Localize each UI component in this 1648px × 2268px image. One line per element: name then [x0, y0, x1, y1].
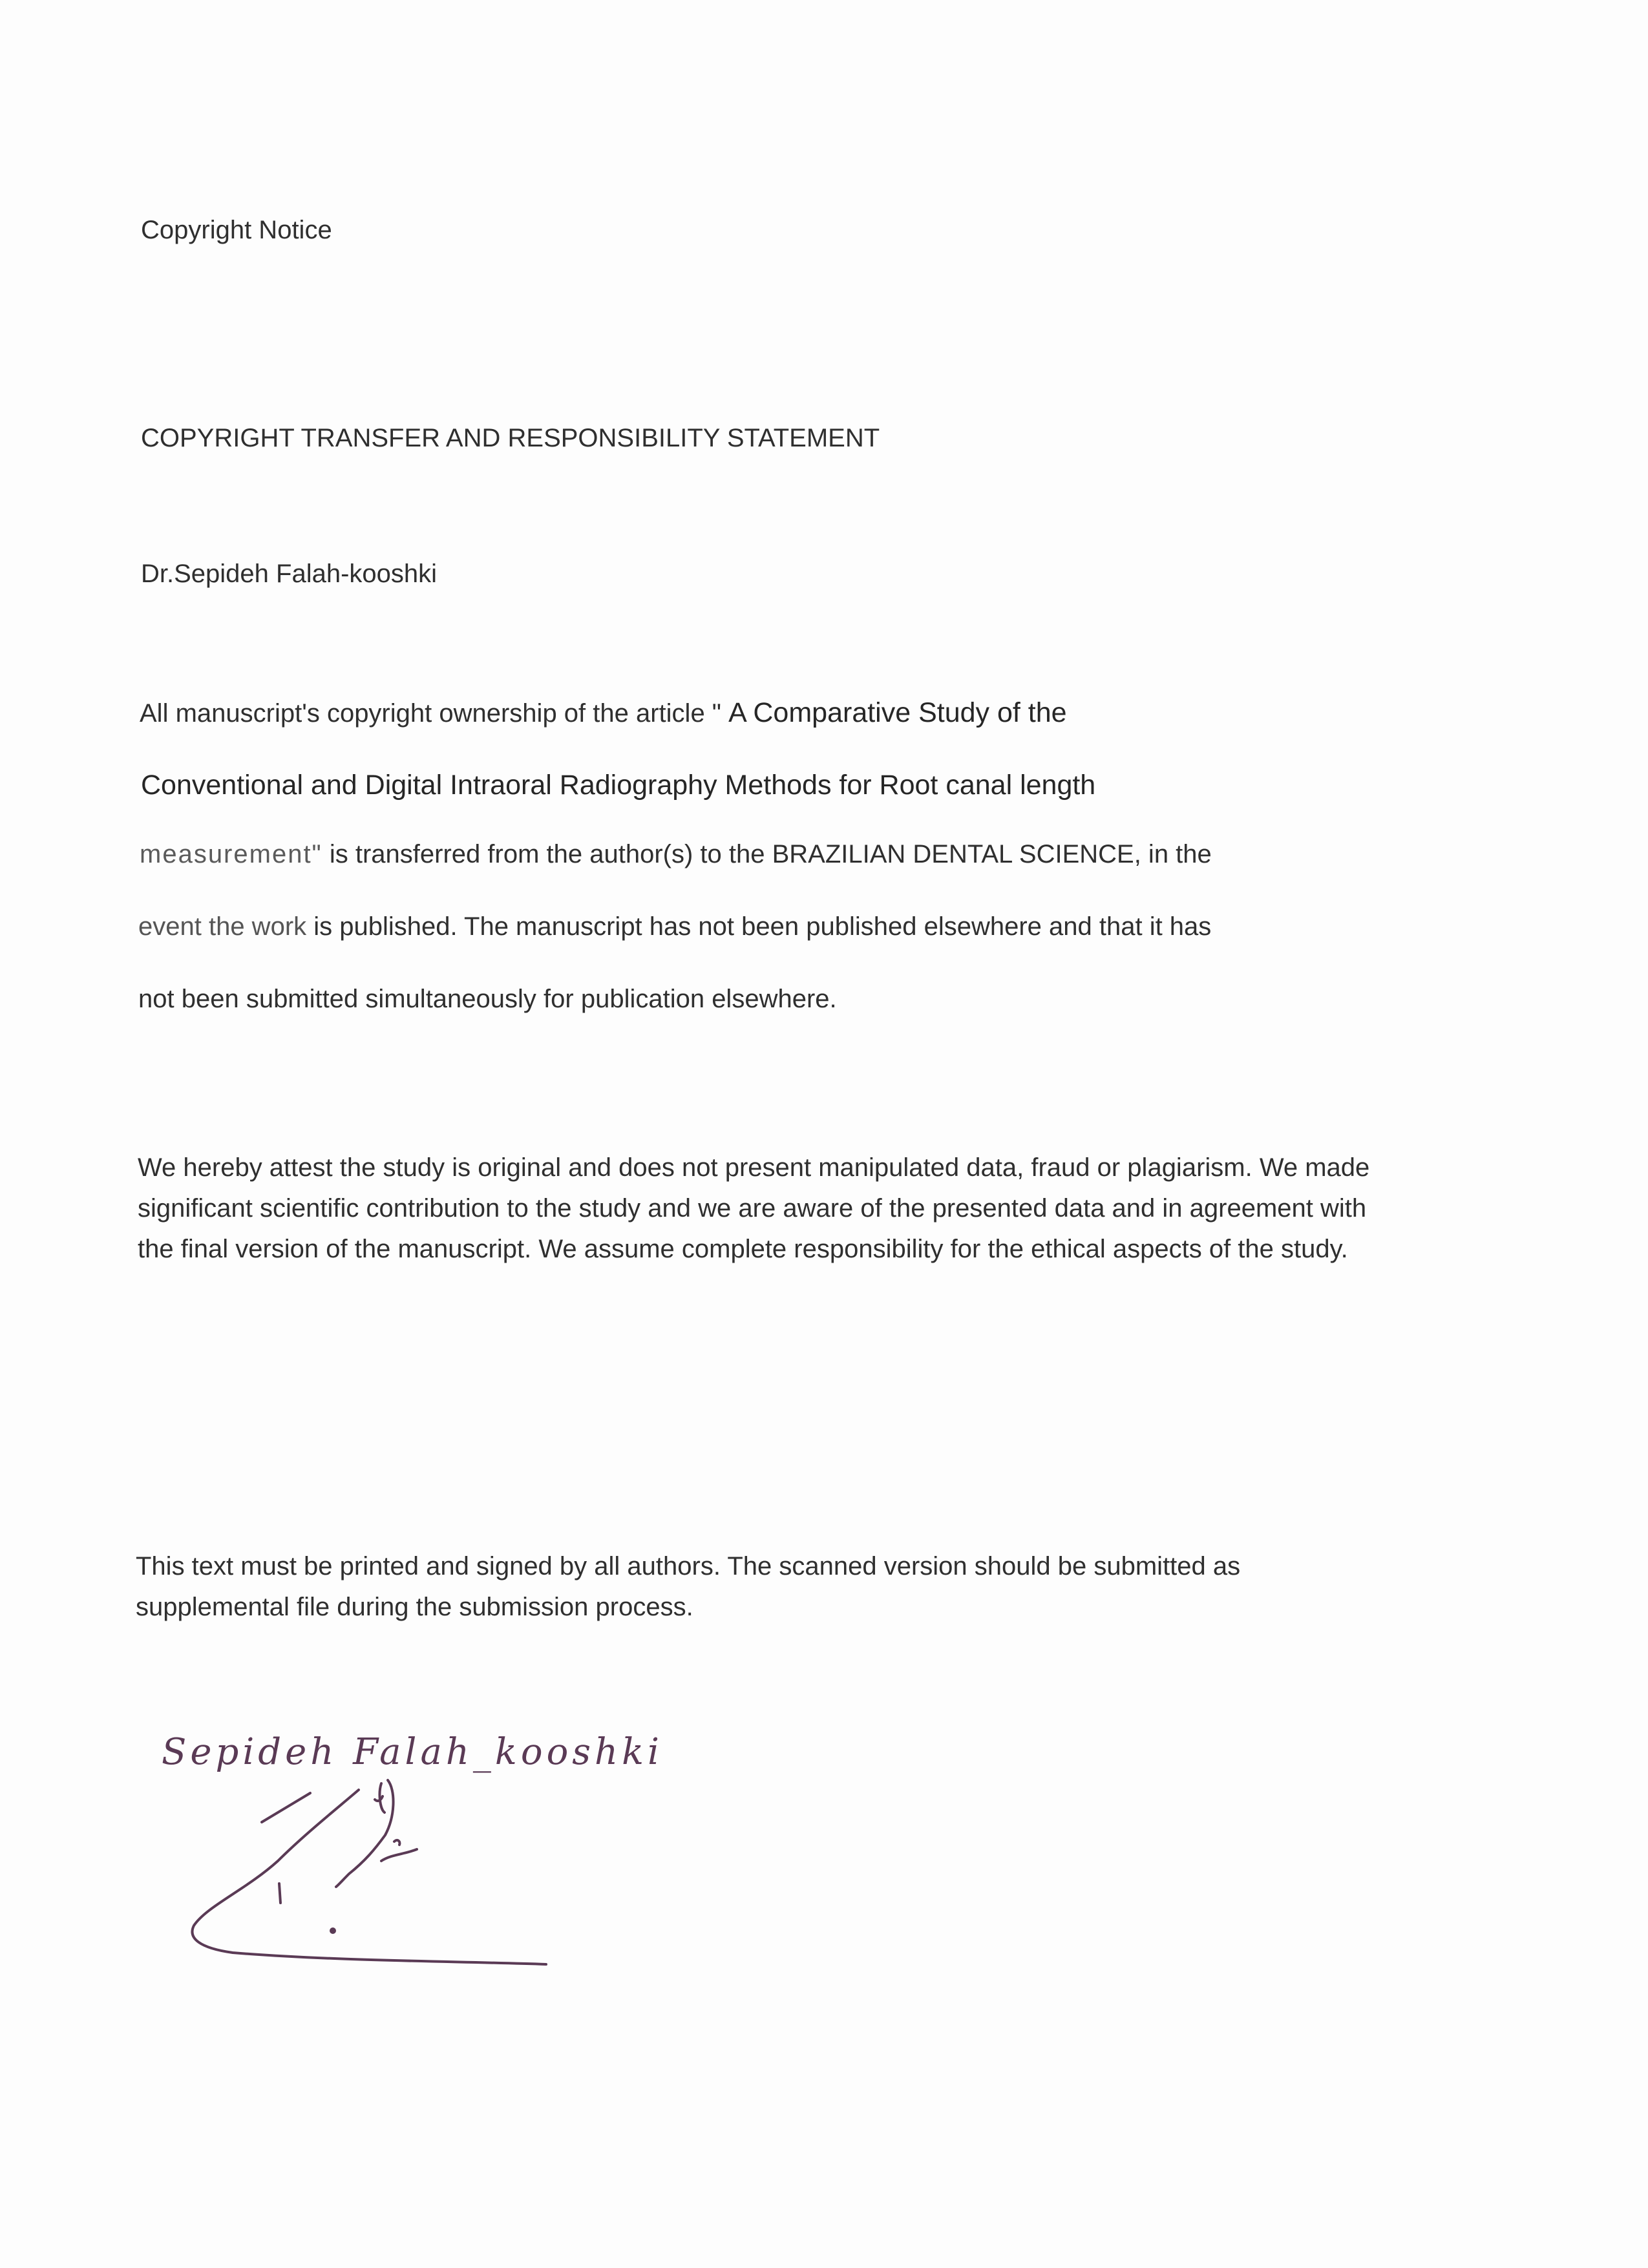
transfer-line-4b: is published. The manuscript has not been published elsewhere and that it has: [306, 912, 1212, 941]
transfer-line-3b: is transferred from the author(s) to the BRAZILIAN DENTAL SCIENCE, in the: [322, 840, 1212, 868]
signature-scribble: [193, 1780, 547, 1964]
transfer-line-1a: All manuscript's copyright ownership of the article ": [140, 699, 729, 728]
transfer-line-5: not been submitted simultaneously for publication elsewhere.: [138, 985, 837, 1013]
transfer-line-4a: event the work: [138, 912, 307, 941]
article-title-part-3: measurement": [140, 840, 322, 868]
notice-title: Copyright Notice: [141, 216, 332, 244]
instruction-paragraph: This text must be printed and signed by all authors. The scanned version should be submitted as supplemental file during the submission process.: [136, 1552, 1241, 1621]
article-title-part-1: A Comparative Study of the: [728, 697, 1067, 728]
handwritten-name: Sepideh Falah_kooshki: [162, 1731, 663, 1773]
attest-paragraph: We hereby attest the study is original and does not present manipulated data, fraud or plagiarism. We made significant scientific contribution to the study and we are aware of the presented data and in agreement with the final version of the manuscript. We assume complete responsibility for the ethical aspects of the study.: [138, 1153, 1370, 1263]
statement-title: COPYRIGHT TRANSFER AND RESPONSIBILITY STATEMENT: [141, 424, 880, 452]
author-name: Dr.Sepideh Falah-kooshki: [141, 560, 438, 588]
article-title-part-2: Conventional and Digital Intraoral Radiography Methods for Root canal length: [141, 770, 1096, 801]
